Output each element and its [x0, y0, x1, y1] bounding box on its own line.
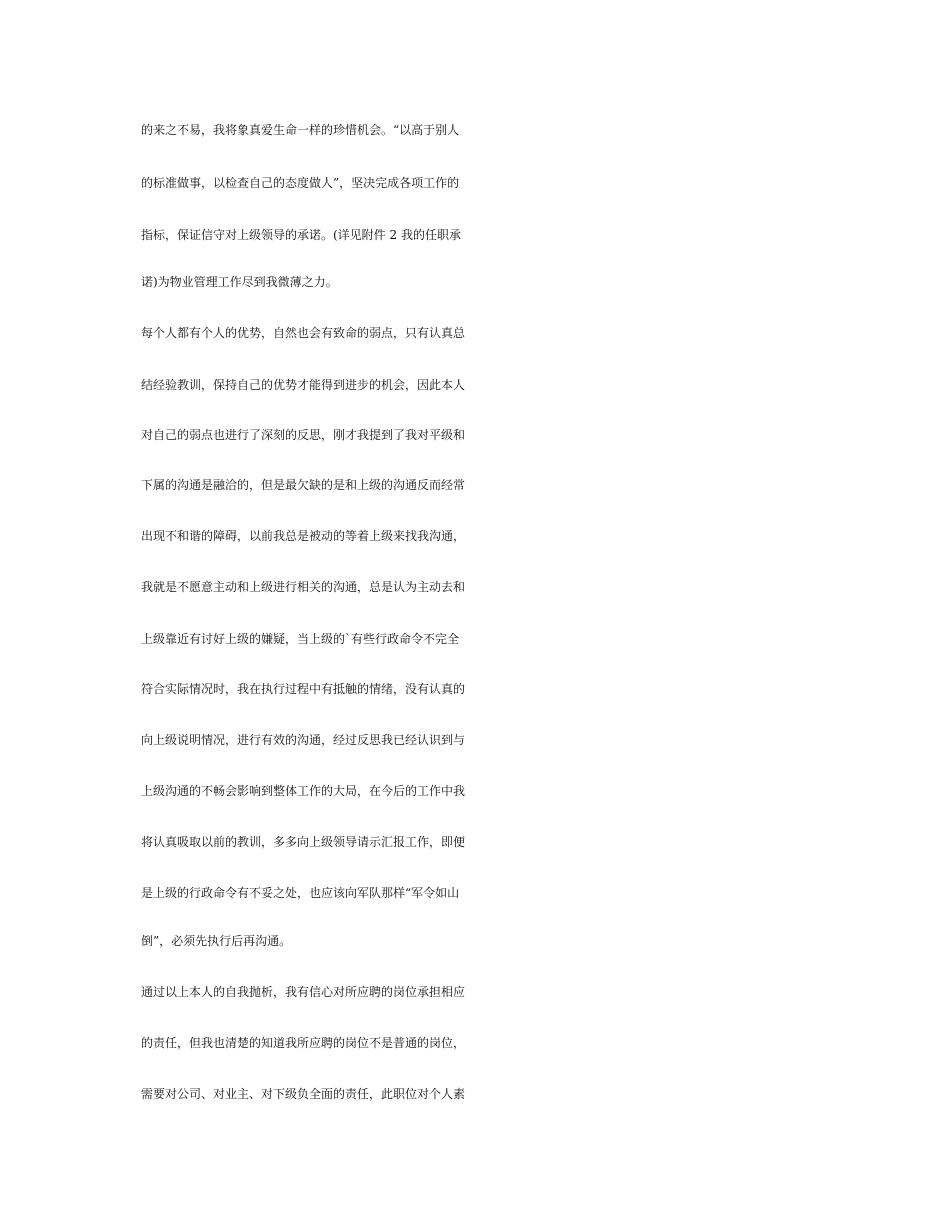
text-line: 上级靠近有讨好上级的嫌疑，当上级的`有些行政命令不完全 — [141, 632, 460, 646]
text-line: 下属的沟通是融洽的，但是最欠缺的是和上级的沟通反而经常 — [141, 478, 466, 492]
text-line: 是上级的行政命令有不妥之处，也应该向军队那样“军令如山 — [141, 886, 460, 900]
text-line: 上级沟通的不畅会影响到整体工作的大局，在今后的工作中我 — [141, 784, 466, 798]
text-line: 符合实际情况时，我在执行过程中有抵触的情绪，没有认真的 — [141, 682, 466, 696]
text-line: 我就是不愿意主动和上级进行相关的沟通，总是认为主动去和 — [141, 580, 466, 594]
text-line: 指标，保证信守对上级领导的承诺。(详见附件 2 我的任职承 — [141, 228, 461, 242]
text-line: 每个人都有个人的优势，自然也会有致命的弱点，只有认真总 — [141, 326, 466, 340]
text-line: 需要对公司、对业主、对下级负全面的责任，此职位对个人素 — [141, 1087, 466, 1101]
text-line: 向上级说明情况，进行有效的沟通，经过反思我已经认识到与 — [141, 733, 466, 747]
text-line: 将认真吸取以前的教训，多多向上级领导请示汇报工作，即便 — [141, 835, 466, 849]
text-line: 的责任，但我也清楚的知道我所应聘的岗位不是普通的岗位， — [141, 1036, 466, 1050]
text-line: 的来之不易，我将象真爱生命一样的珍惜机会。“以高于别人 — [141, 123, 460, 137]
text-line: 诺)为物业管理工作尽到我微薄之力。 — [141, 275, 338, 289]
text-line: 通过以上本人的自我抛析，我有信心对所应聘的岗位承担相应 — [141, 985, 466, 999]
text-line: 结经验教训，保持自己的优势才能得到进步的机会，因此本人 — [141, 378, 466, 392]
text-line: 对自己的弱点也进行了深刻的反思，刚才我提到了我对平级和 — [141, 428, 466, 442]
text-line: 出现不和谐的障碍，以前我总是被动的等着上级来找我沟通， — [141, 529, 466, 543]
text-line: 倒”，必须先执行后再沟通。 — [141, 934, 292, 948]
text-line: 的标准做事，以检查自己的态度做人”，坚决完成各项工作的 — [141, 176, 460, 190]
